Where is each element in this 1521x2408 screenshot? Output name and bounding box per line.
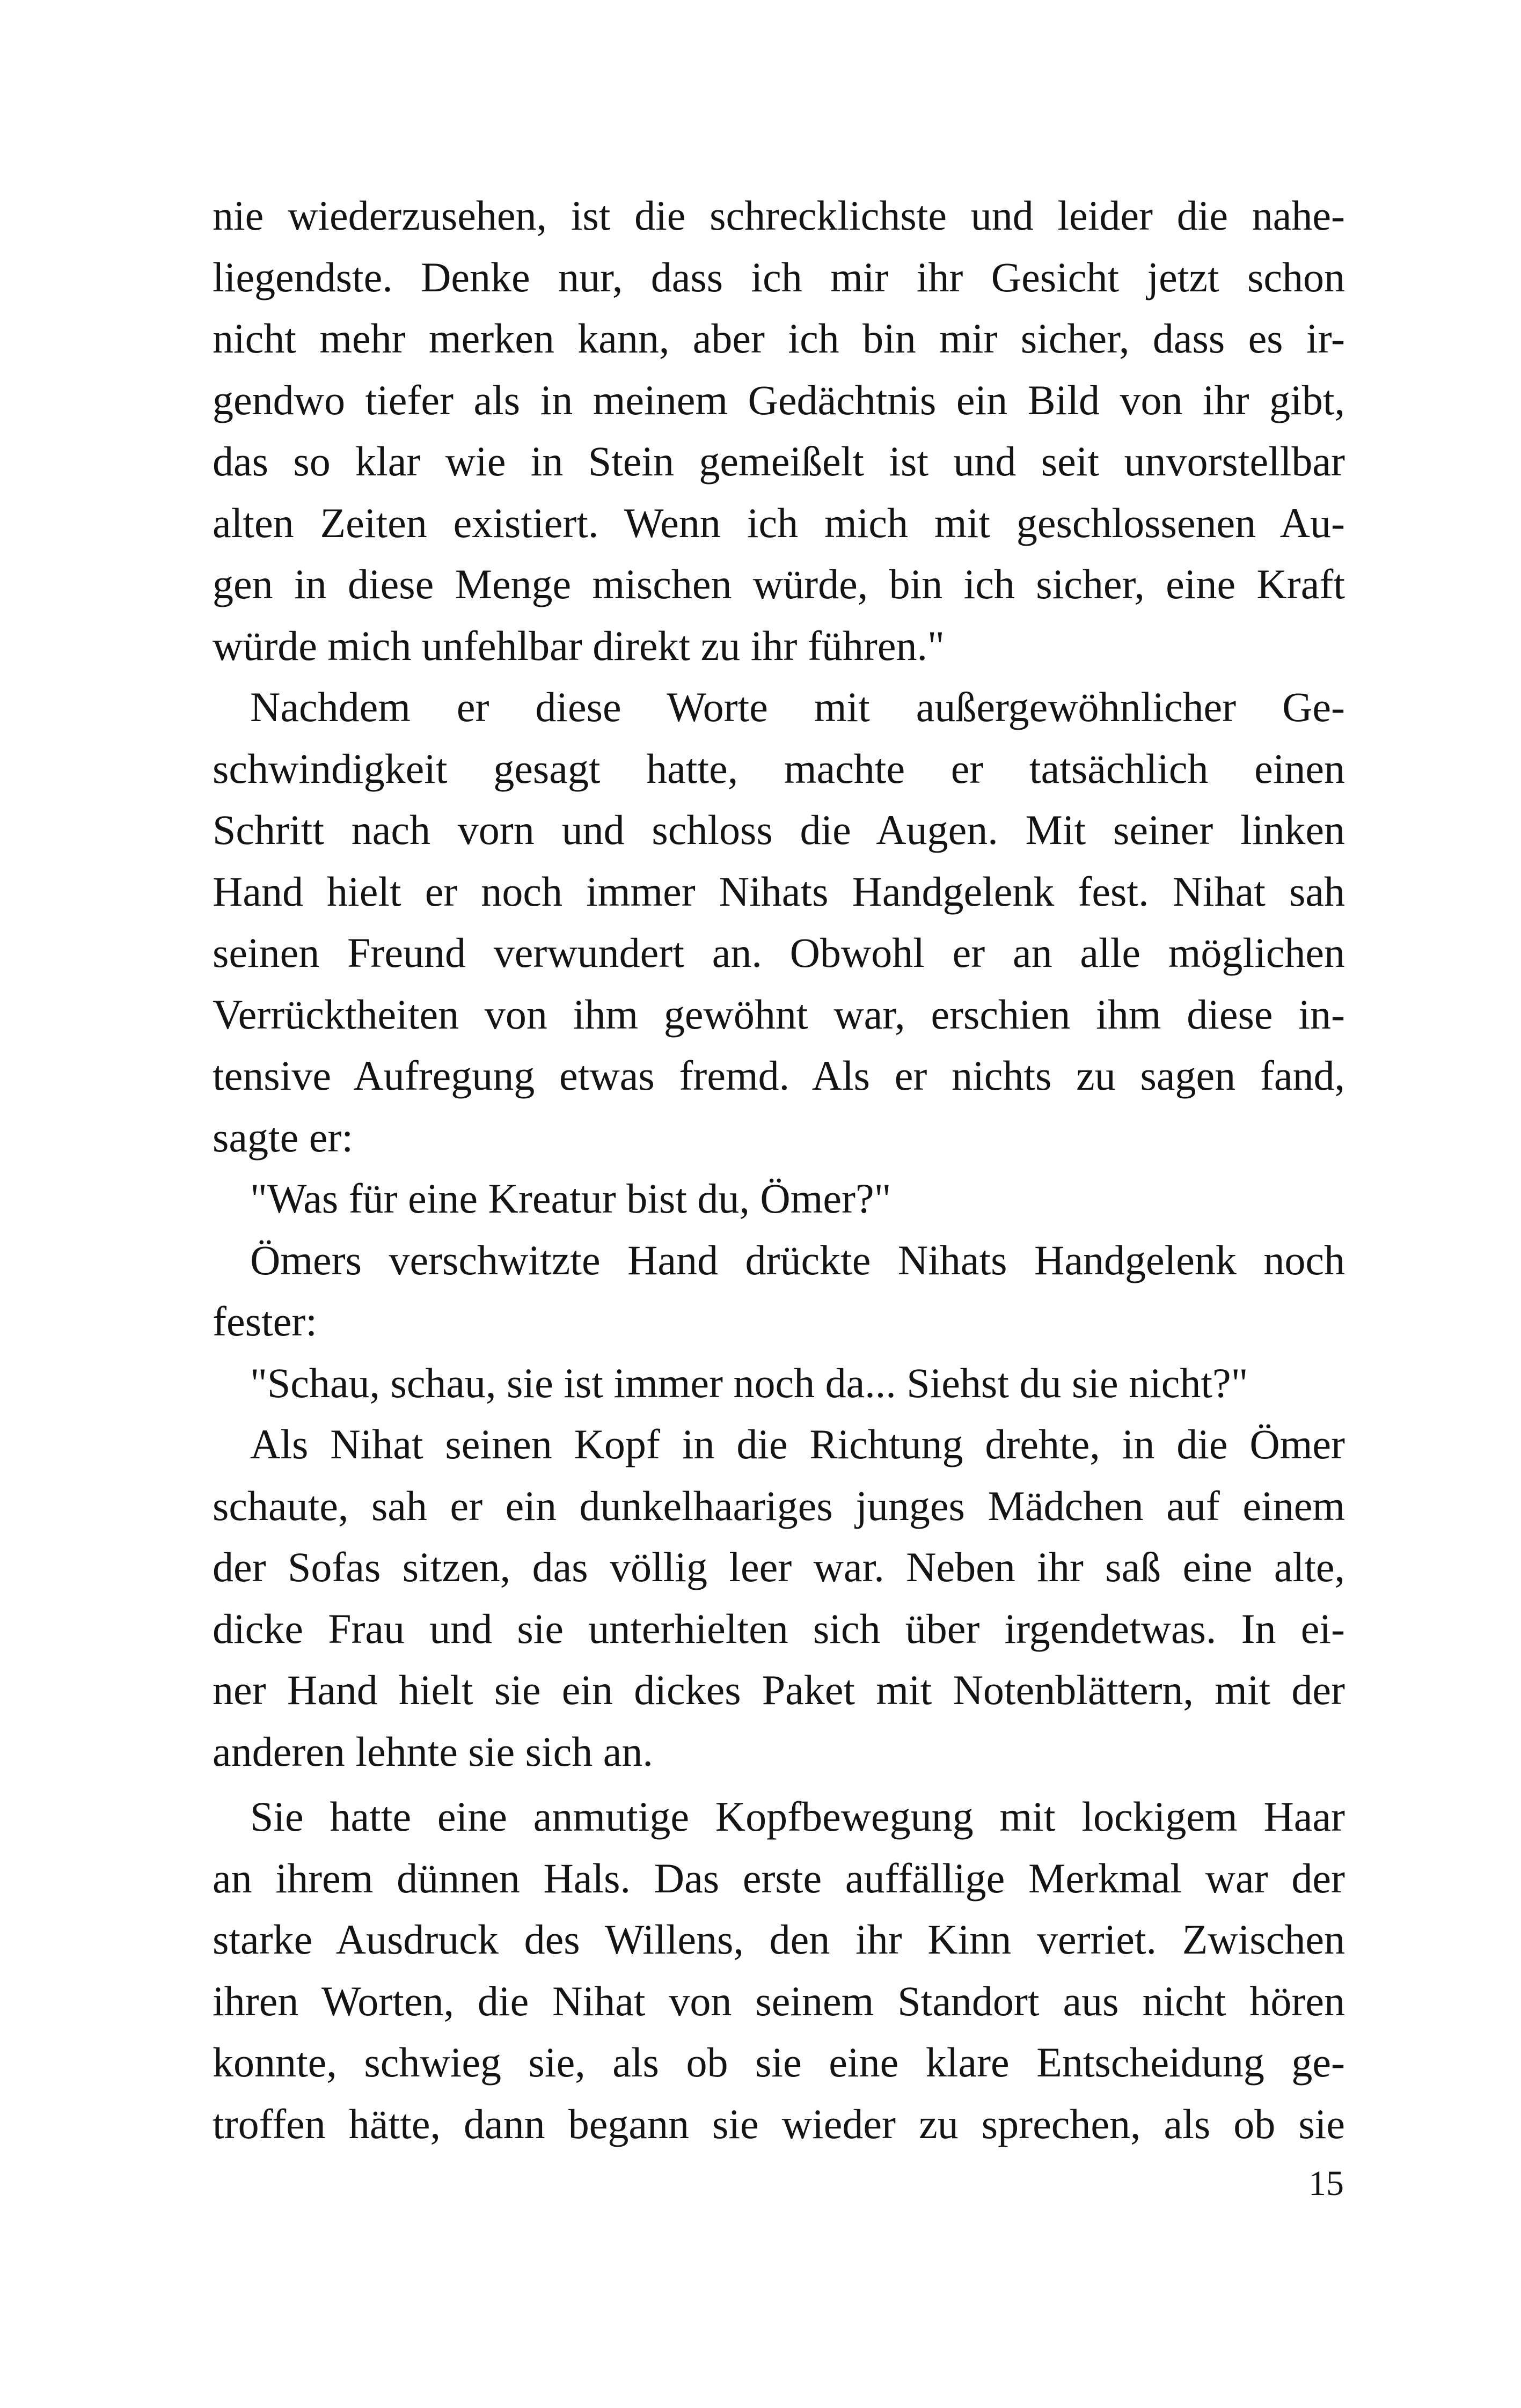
text-line: gendwo tiefer als in meinem Gedächtnis ein Bild von ihr gibt, [213, 376, 1345, 423]
paragraph [213, 1786, 1345, 2155]
text-line: nie wiederzusehen, ist die schrecklichste und leider die nahe- [213, 192, 1345, 239]
text-line: anderen lehnte sie sich an. [213, 1728, 653, 1775]
text-line: sagte er: [213, 1113, 354, 1161]
paragraph [213, 185, 1345, 677]
text-line: schaute, sah er ein dunkelhaariges junges Mädchen auf einem [213, 1482, 1345, 1529]
body-text [213, 185, 1345, 2155]
text-line: alten Zeiten existiert. Wenn ich mich mit geschlossenen Au- [213, 499, 1345, 546]
text-line: Nachdem er diese Worte mit außergewöhnlicher Ge- [250, 684, 1345, 730]
text-line: konnte, schwieg sie, als ob sie eine klare Entscheidung ge- [213, 2039, 1345, 2086]
text-line: "Was für eine Kreatur bist du, Ömer?" [250, 1175, 891, 1222]
text-line: Sie hatte eine anmutige Kopfbewegung mit lockigem Haar [250, 1793, 1345, 1840]
text-line: Schritt nach vorn und schloss die Augen. Mit seiner linken [213, 806, 1345, 853]
text-line: Hand hielt er noch immer Nihats Handgelenk fest. Nihat sah [213, 868, 1345, 915]
text-line: ihren Worten, die Nihat von seinem Standort aus nicht hören [213, 1977, 1345, 2024]
text-line: Verrücktheiten von ihm gewöhnt war, erschien ihm diese in- [213, 990, 1345, 1038]
text-line: liegendste. Denke nur, dass ich mir ihr Gesicht jetzt schon [213, 253, 1345, 300]
paragraph [213, 677, 1345, 1168]
text-line: das so klar wie in Stein gemeißelt ist und seit unvorstellbar [213, 438, 1345, 484]
text-line: tensive Aufregung etwas fremd. Als er nichts zu sagen fand, [213, 1052, 1345, 1099]
text-line: starke Ausdruck des Willens, den ihr Kinn verriet. Zwischen [213, 1916, 1345, 1963]
text-line: Ömers verschwitzte Hand drückte Nihats Handgelenk noch [250, 1236, 1345, 1283]
text-line: dicke Frau und sie unterhielten sich über irgendetwas. In ei- [213, 1605, 1345, 1652]
text-line: troffen hätte, dann begann sie wieder zu sprechen, als ob sie [213, 2100, 1345, 2147]
text-line: fester: [213, 1298, 317, 1345]
text-line: Als Nihat seinen Kopf in die Richtung drehte, in die Ömer [250, 1421, 1345, 1467]
text-line: ner Hand hielt sie ein dickes Paket mit Notenblättern, mit der [213, 1666, 1345, 1713]
paragraph [213, 1353, 1345, 1414]
text-line: der Sofas sitzen, das völlig leer war. Neben ihr saß eine alte, [213, 1544, 1345, 1590]
text-line: "Schau, schau, sie ist immer noch da... Siehst du sie nicht?" [250, 1359, 1248, 1406]
paragraph [213, 1230, 1345, 1353]
text-line: an ihrem dünnen Hals. Das erste auffällige Merkmal war der [213, 1854, 1345, 1902]
text-line: seinen Freund verwundert an. Obwohl er an alle möglichen [213, 929, 1345, 976]
page-number: 15 [1308, 2164, 1344, 2203]
text-line: gen in diese Menge mischen würde, bin ich sicher, eine Kraft [213, 561, 1345, 607]
text-line: schwindigkeit gesagt hatte, machte er tatsächlich einen [213, 745, 1345, 792]
paragraph [213, 1414, 1345, 1782]
text-line: nicht mehr merken kann, aber ich bin mir sicher, dass es ir- [213, 315, 1345, 362]
paragraph [213, 1168, 1345, 1230]
text-line: würde mich unfehlbar direkt zu ihr führen." [213, 622, 945, 669]
